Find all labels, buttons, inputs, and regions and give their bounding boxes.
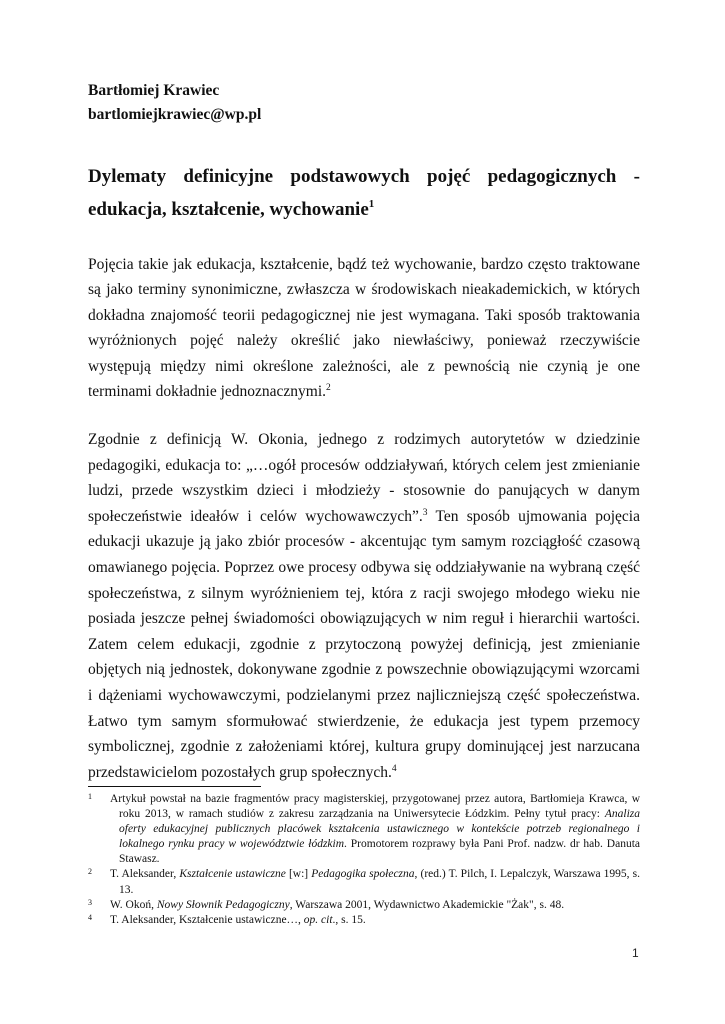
footnote-thesis-title: Analiza oferty edukacyjnej publicznych placówek kształcenia ustawicznego w kontekście potrzeb regionalnego i lokalnego rynku pracy w województwie łódzkim (119, 808, 640, 851)
footnote-italic: Nowy Słownik Pedagogiczny (156, 898, 290, 911)
footnote-mark: 3 (88, 897, 92, 907)
footnote-3 (88, 898, 640, 913)
footnote-mark: 1 (88, 792, 92, 801)
paragraph-1-text: Pojęcia takie jak edukacja, kształcenie, bądź też wychowanie, bardzo często traktowane są jako terminy synonimiczne, zwłaszcza w środowiskach nieakademickich, w których dokładna znajomość teorii pedagogicznej nie jest wymagana. Taki sposób traktowania wyróżnionych pojęć należy określić jako niewłaściwy, ponieważ rzeczywiście występują między nimi określone zależności, ale z pewnością nie czynią je one terminami dokładnie jednoznacznymi. (88, 256, 640, 401)
footnote-italic: Kształcenie ustawiczne (179, 868, 286, 881)
footnote-1 (88, 792, 640, 867)
footnote-text-part: [w:] (285, 868, 312, 881)
footnote-ref-4[interactable]: 4 (391, 763, 397, 774)
footnote-text (102, 792, 640, 867)
footnote-text-part: , Warszawa 2001, Wydawnictwo Akademickie "Żak", s. 48. (289, 898, 565, 911)
footnote-italic: op. cit (303, 913, 333, 926)
article-title-text: Dylematy definicyjne podstawowych pojęć pedagogicznych - edukacja, kształcenie, wychowanie (88, 166, 640, 220)
footnote-ref-2[interactable]: 2 (326, 383, 331, 394)
paragraph-1 (88, 252, 640, 404)
author-name: Bartłomiej Krawiec (88, 82, 220, 99)
footnote-ref-3[interactable]: 3 (422, 507, 428, 518)
footnote-mark: 4 (88, 912, 92, 922)
footnote-text-part: . Promotorem rozprawy była Pani Prof. nadzw. dr hab. Danuta Stawasz. (119, 838, 640, 866)
footnote-text (102, 867, 640, 897)
paragraph-2 (88, 427, 640, 785)
paragraph-2-text-a: Zgodnie z definicją W. Okonia, jednego z rodzimych autorytetów w dziedzinie pedagogiki, edukacja to: „…ogół procesów oddziaływań, których celem jest zmienianie ludzi, przede wszystkim dzieci i młodzieży - stosownie do panujących w danym społeczeństwie ideałów i celów wychowawczych”. (88, 431, 640, 525)
footnote-text (102, 913, 640, 928)
footnote-text-part: T. Aleksander, Kształcenie ustawiczne…, (110, 913, 304, 926)
footnote-ref-1[interactable]: 1 (368, 198, 375, 210)
footnote-mark: 2 (88, 867, 92, 877)
page-number: 1 (632, 946, 639, 960)
footnote-4 (88, 913, 640, 928)
author-block (88, 79, 261, 127)
footnote-text-part: T. Aleksander, (110, 868, 180, 881)
footnote-text-part: Artykuł powstał na bazie fragmentów pracy magisterskiej, przygotowanej przez autora, Bartłomieja Krawca, w roku 2013, w ramach studiów z zakresu zarządzania na Uniwersytecie Łódzkim. Pełny tytuł pracy: (110, 793, 640, 821)
footnote-separator (88, 786, 261, 787)
author-email: bartlomiejkrawiec@wp.pl (88, 106, 262, 123)
footnote-text-part: ., s. 15. (332, 913, 366, 926)
footnote-text-part: , (red.) T. Pilch, I. Lepalczyk, Warszawa 1995, s. 13. (119, 868, 640, 896)
footnote-2 (88, 867, 640, 897)
paragraph-2-text-b: Ten sposób ujmowania pojęcia edukacji ukazuje ją jako zbiór procesów - akcentując tym samym rozciągłość czasową omawianego pojęcia. Poprzez owe procesy odbywa się oddziaływanie na wybraną część społeczeństwa, z silnym wyróżnieniem tej, która z racji swojego młodego wieku nie posiada jeszcze pełnej świadomości obowiązujących w nim reguł i hierarchii wartości. Zatem celem edukacji, zgodnie z przytoczoną powyżej definicją, jest zmienianie objętych nią jednostek, dokonywane zgodnie z powszechnie obowiązującymi wzorcami i dążeniami wychowawczymi, podzielanymi przez najliczniejszą część społeczeństwa. Łatwo tym samym sformułować stwierdzenie, że edukacja jest typem przemocy symbolicznej, zgodnie z założeniami której, kultura grupy dominującej jest narzucana przedstawicielom pozostałych grup społecznych. (88, 507, 640, 781)
footnotes-section (88, 792, 640, 928)
document-page (88, 0, 640, 1024)
footnote-italic: Pedagogika społeczna (311, 868, 415, 881)
footnote-text (102, 898, 640, 913)
article-title (88, 160, 640, 226)
footnote-text-part: W. Okoń, (110, 898, 157, 911)
